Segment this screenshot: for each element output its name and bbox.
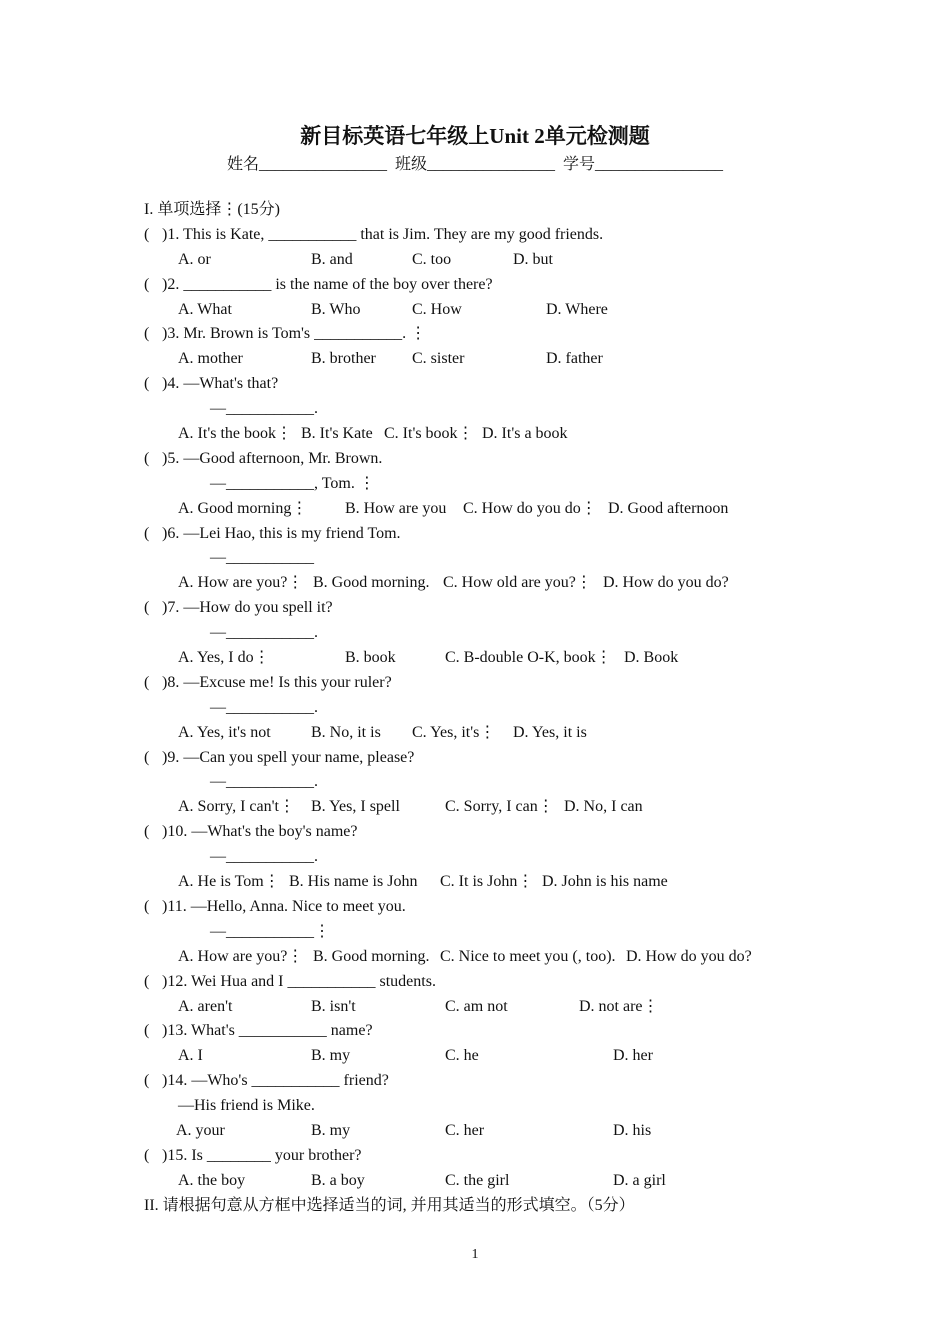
question-5 (144, 447, 804, 472)
page-number: 1 (471, 1247, 479, 1262)
question-10-options (144, 870, 804, 895)
option-a: A. Good morning⋮ (178, 499, 308, 517)
option-b: B. Who (311, 300, 361, 318)
answer-bracket: ( (144, 673, 162, 691)
student-info-line: 姓名________________ 班级________________ 学号________________ (226, 156, 723, 173)
question-11-text: )11. —Hello, Anna. Nice to meet you. (162, 897, 406, 915)
question-11-options (144, 945, 804, 970)
question-9-answer-line: —___________. (210, 773, 318, 791)
question-10-text: )10. —What's the boy's name? (162, 823, 358, 841)
option-b: B. isn't (311, 997, 356, 1015)
option-a: A. How are you?⋮ (178, 947, 304, 965)
option-a: A. Yes, it's not (178, 723, 271, 741)
option-c: C. am not (445, 997, 508, 1015)
question-14 (144, 1069, 804, 1094)
option-c: C. Yes, it's⋮ (412, 723, 496, 741)
answer-bracket: ( (144, 599, 162, 617)
option-c: C. he (445, 1047, 479, 1065)
option-b: B. book (345, 649, 396, 667)
question-4-options (144, 422, 804, 447)
option-c: C. How do you do⋮ (463, 499, 597, 517)
question-8-options (144, 721, 804, 746)
question-11 (144, 895, 804, 920)
answer-bracket: ( (144, 748, 162, 766)
question-3 (144, 322, 804, 347)
question-14-answer-line: —His friend is Mike. (178, 1097, 315, 1115)
option-b: B. His name is John (289, 873, 418, 891)
option-b: B. No, it is (311, 723, 381, 741)
question-10 (144, 820, 804, 845)
question-4 (144, 372, 804, 397)
question-3-options (144, 347, 804, 372)
answer-bracket: ( (144, 972, 162, 990)
option-c: C. How (412, 300, 462, 318)
option-d: D. No, I can (564, 798, 643, 816)
option-a: A. I (178, 1047, 203, 1065)
document-title: 新目标英语七年级上Unit 2单元检测题 (300, 124, 650, 148)
option-d: D. her (613, 1047, 653, 1065)
answer-bracket: ( (144, 524, 162, 542)
question-11-answer-line: —___________⋮ (210, 922, 330, 940)
question-3-text: )3. Mr. Brown is Tom's ___________. ⋮ (162, 325, 427, 343)
question-5-options (144, 497, 804, 522)
option-b: B. Yes, I spell (311, 798, 400, 816)
option-a: A. mother (178, 350, 243, 368)
question-2-options (144, 298, 804, 323)
option-a: A. the boy (178, 1171, 246, 1189)
option-d: D. father (546, 350, 603, 368)
option-a: A. or (178, 250, 211, 268)
option-c: C. Nice to meet you (, too). (440, 947, 616, 965)
option-b: B. a boy (311, 1171, 365, 1189)
option-a: A. How are you?⋮ (178, 574, 304, 592)
question-7 (144, 596, 804, 621)
option-b: B. brother (311, 350, 376, 368)
answer-bracket: ( (144, 275, 162, 293)
option-a: A. He is Tom⋮ (178, 873, 280, 891)
question-4-text: )4. —What's that? (162, 375, 279, 393)
question-15-text: )15. Is ________ your brother? (162, 1146, 362, 1164)
option-c: C. sister (412, 350, 465, 368)
option-d: D. but (513, 250, 553, 268)
question-15 (144, 1144, 804, 1169)
option-c: C. B-double O-K, book⋮ (445, 649, 612, 667)
question-5-answer-line: —___________, Tom. ⋮ (210, 474, 375, 492)
answer-bracket: ( (144, 1146, 162, 1164)
answer-bracket: ( (144, 325, 162, 343)
question-1-options (144, 248, 804, 273)
option-a: A. your (176, 1121, 225, 1139)
option-a: A. Sorry, I can't⋮ (178, 798, 295, 816)
question-4-answer-line: —___________. (210, 400, 318, 418)
option-d: D. not are⋮ (579, 997, 659, 1015)
question-7-text: )7. —How do you spell it? (162, 599, 333, 617)
question-9 (144, 746, 804, 771)
option-b: B. and (311, 250, 353, 268)
option-b: B. It's Kate (301, 425, 373, 443)
answer-bracket: ( (144, 897, 162, 915)
option-c: C. her (445, 1121, 485, 1139)
answer-bracket: ( (144, 1072, 162, 1090)
option-c: C. Sorry, I can⋮ (445, 798, 554, 816)
option-b: B. Good morning. (313, 947, 430, 965)
question-13-options (144, 1044, 804, 1069)
option-c: C. It's book⋮ (384, 425, 474, 443)
option-d: D. Good afternoon (608, 499, 729, 517)
option-a: A. What (178, 300, 232, 318)
option-d: D. How do you do? (626, 947, 752, 965)
option-c: C. How old are you?⋮ (443, 574, 592, 592)
question-6-options (144, 571, 804, 596)
question-12-text: )12. Wei Hua and I ___________ students. (162, 972, 436, 990)
question-13 (144, 1019, 804, 1044)
question-8-text: )8. —Excuse me! Is this your ruler? (162, 673, 392, 691)
question-15-options (144, 1169, 804, 1194)
option-d: D. John is his name (542, 873, 668, 891)
question-2 (144, 273, 804, 298)
answer-bracket: ( (144, 1022, 162, 1040)
option-c: C. the girl (445, 1171, 510, 1189)
option-a: A. It's the book⋮ (178, 425, 292, 443)
question-14-text: )14. —Who's ___________ friend? (162, 1072, 389, 1090)
answer-bracket: ( (144, 449, 162, 467)
question-13-text: )13. What's ___________ name? (162, 1022, 373, 1040)
question-1-text: )1. This is Kate, ___________ that is Jim. They are my good friends. (162, 225, 604, 243)
answer-bracket: ( (144, 823, 162, 841)
option-d: D. Book (624, 649, 679, 667)
question-12-options (144, 995, 804, 1020)
question-6-answer-line: —___________ (210, 549, 314, 567)
option-b: B. my (311, 1047, 351, 1065)
question-9-options (144, 795, 804, 820)
option-d: D. his (613, 1121, 652, 1139)
question-6 (144, 522, 804, 547)
question-2-text: )2. ___________ is the name of the boy over there? (162, 275, 493, 293)
option-d: D. How do you do? (603, 574, 729, 592)
option-a: A. aren't (178, 997, 233, 1015)
option-b: B. How are you (345, 499, 447, 517)
answer-bracket: ( (144, 225, 162, 243)
question-5-text: )5. —Good afternoon, Mr. Brown. (162, 449, 383, 467)
question-8 (144, 671, 804, 696)
section-2-heading: II. 请根据句意从方框中选择适当的词, 并用其适当的形式填空。（5分） (144, 1196, 635, 1214)
option-d: D. Where (546, 300, 608, 318)
question-10-answer-line: —___________. (210, 848, 318, 866)
section-1-heading: I. 单项选择⋮(15分) (144, 201, 280, 218)
option-d: D. a girl (613, 1171, 666, 1189)
option-c: C. too (412, 250, 452, 268)
option-d: D. Yes, it is (513, 723, 587, 741)
answer-bracket: ( (144, 375, 162, 393)
option-d: D. It's a book (482, 425, 568, 443)
question-8-answer-line: —___________. (210, 698, 318, 716)
question-14-options (144, 1119, 804, 1144)
option-b: B. Good morning. (313, 574, 430, 592)
question-7-answer-line: —___________. (210, 624, 318, 642)
option-c: C. It is John⋮ (440, 873, 534, 891)
question-9-text: )9. —Can you spell your name, please? (162, 748, 415, 766)
option-b: B. my (311, 1121, 351, 1139)
question-12 (144, 970, 804, 995)
exam-content (144, 198, 804, 1219)
question-7-options (144, 646, 804, 671)
question-6-text: )6. —Lei Hao, this is my friend Tom. (162, 524, 401, 542)
option-a: A. Yes, I do⋮ (178, 649, 270, 667)
question-1 (144, 223, 804, 248)
